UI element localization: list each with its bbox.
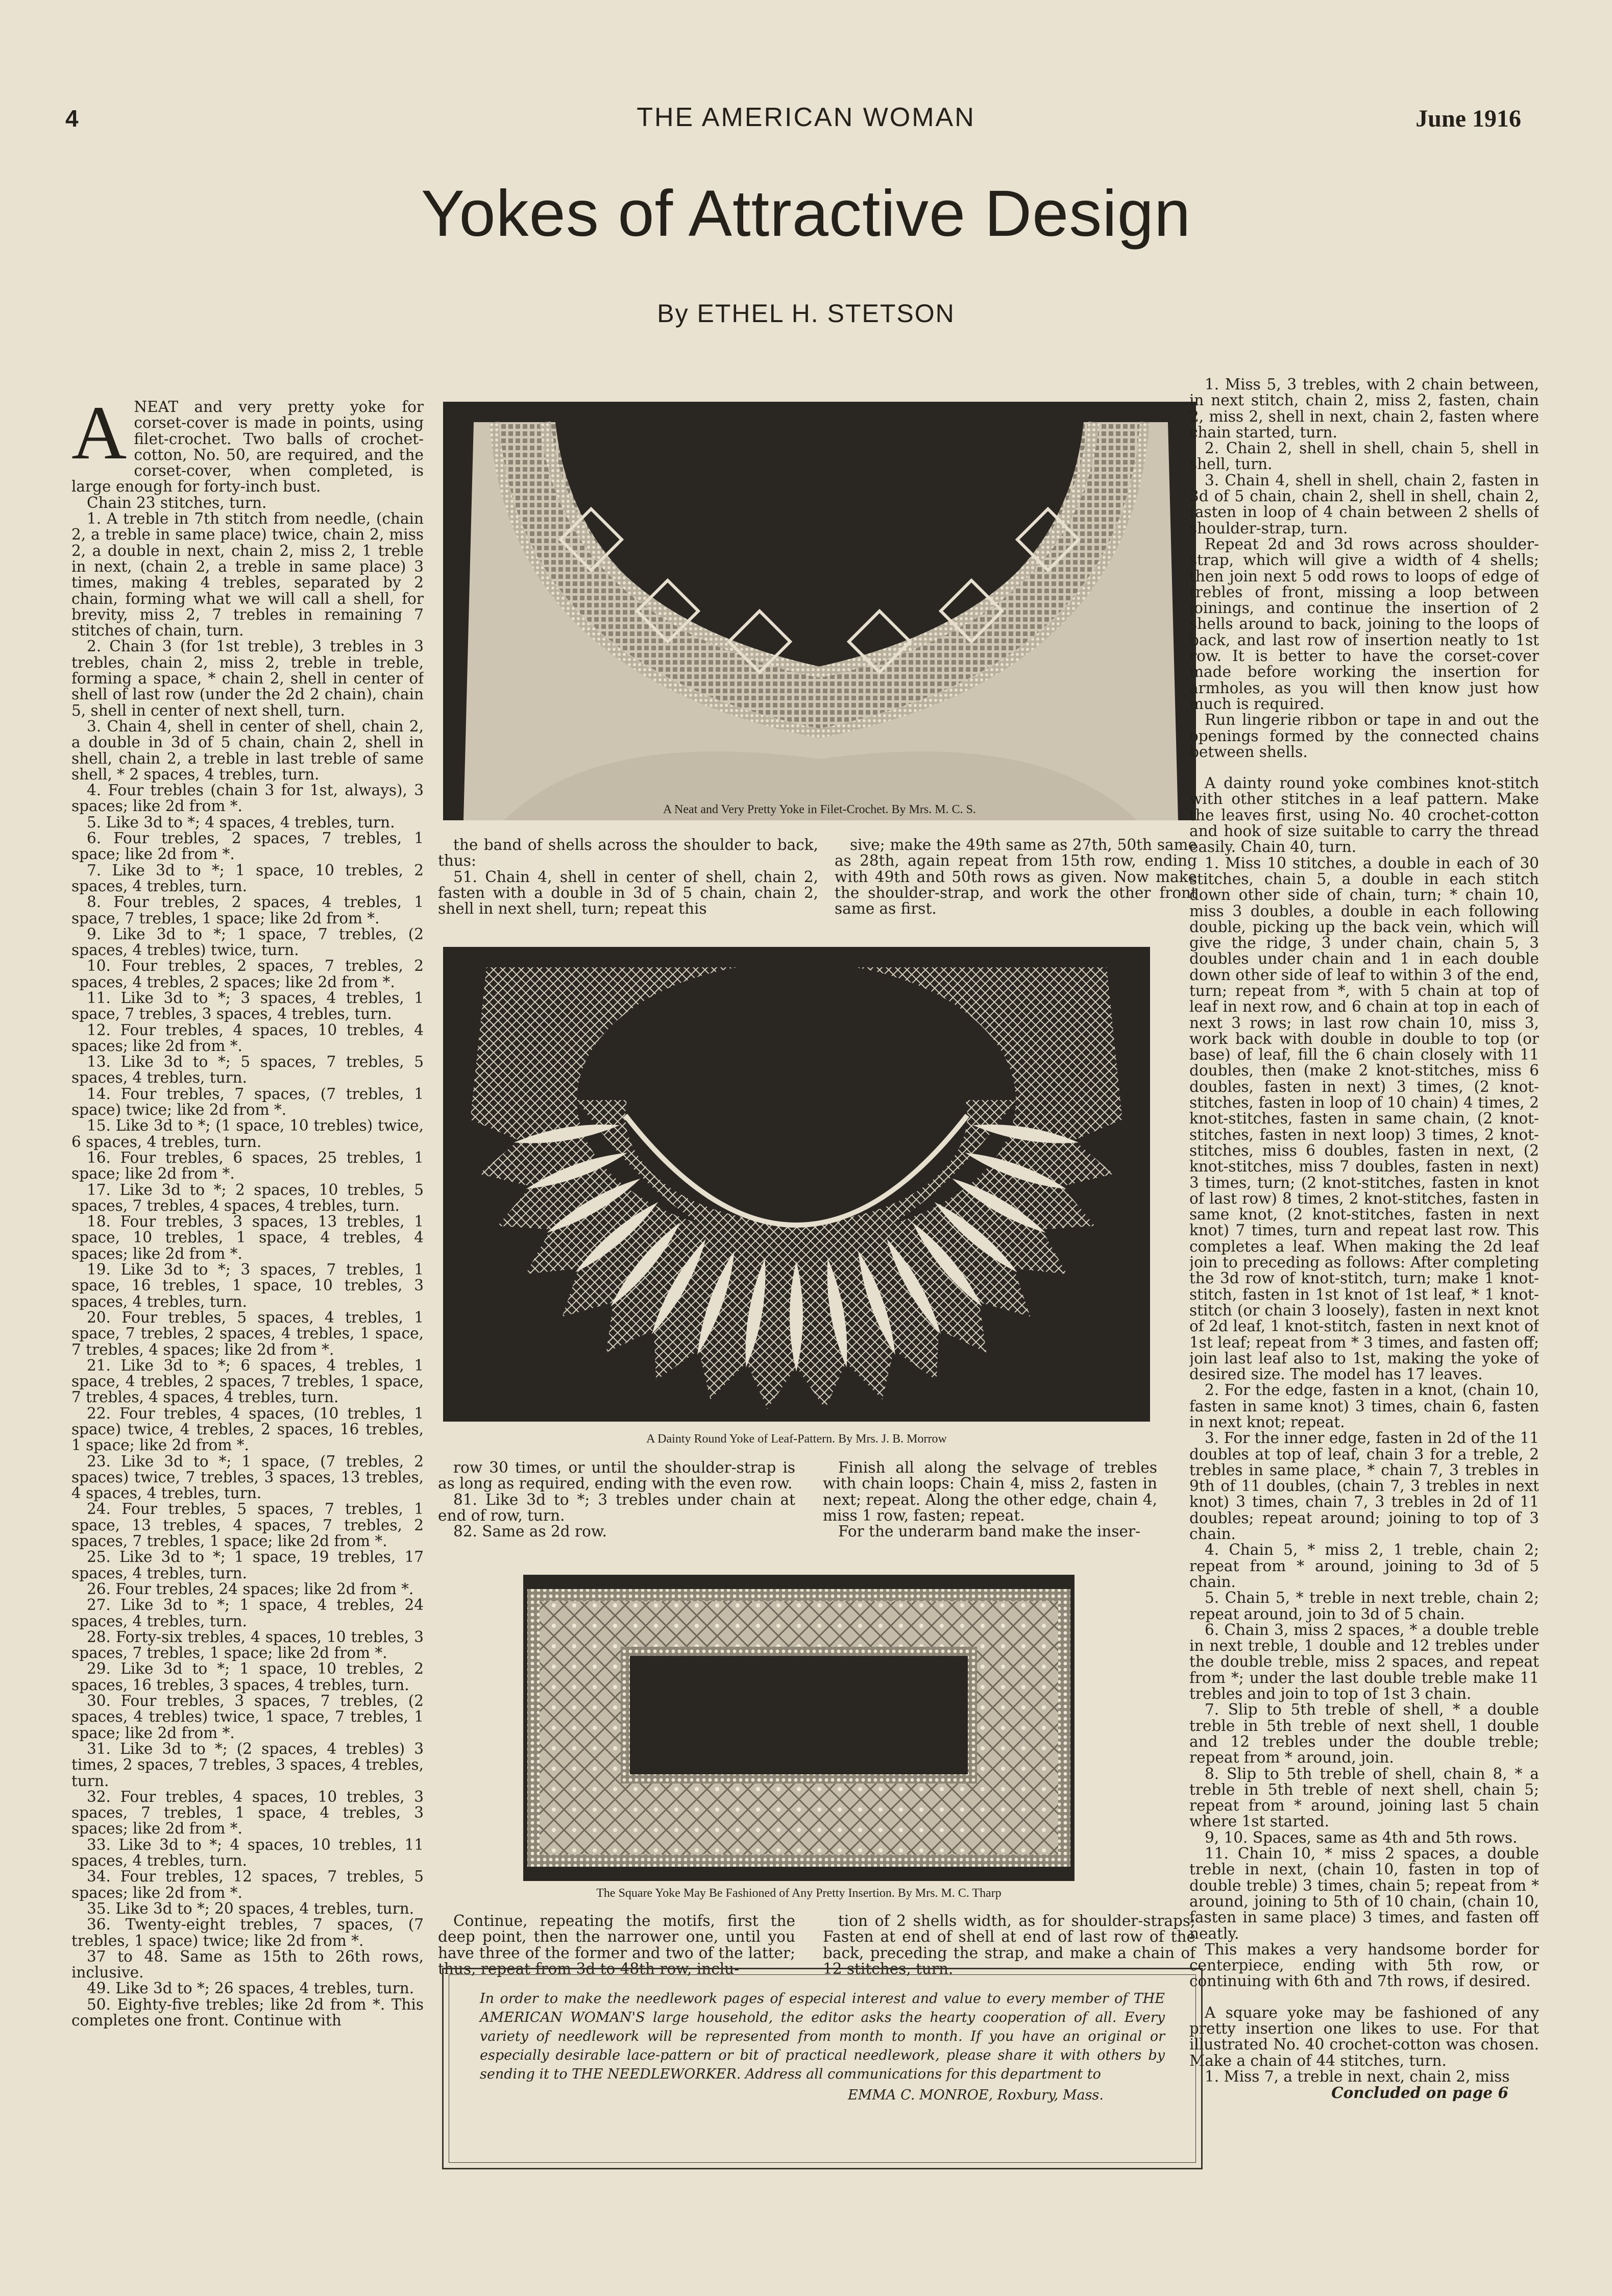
column-1-paragraph: 15. Like 3d to *; (1 space, 10 trebles) twice, 6 spaces, 4 trebles, turn. — [71, 1117, 424, 1151]
column-1-paragraph: 24. Four trebles, 5 spaces, 7 trebles, 1 space, 13 trebles, 4 spaces, 7 trebles, 2 spaces, 7 trebles, 1 space; like 2d from *. — [71, 1500, 424, 1550]
column-1-paragraph: 32. Four trebles, 4 spaces, 10 trebles, 3 spaces, 7 trebles, 1 space, 4 trebles, 3 spaces; like 2d from *. — [71, 1788, 424, 1838]
column-1-paragraph: 11. Like 3d to *; 3 spaces, 4 trebles, 1 space, 7 trebles, 3 spaces, 4 trebles, turn. — [71, 989, 424, 1023]
column-1-paragraph: 27. Like 3d to *; 1 space, 4 trebles, 24 spaces, 4 trebles, turn. — [71, 1596, 424, 1630]
continued-note: Concluded on page 6 — [1331, 2084, 1508, 2102]
mid-text-2-left — [438, 1460, 795, 1540]
filet-yoke-illustration — [443, 402, 1196, 820]
mid-text-1-right — [835, 837, 1197, 917]
column-4-paragraph: 1. Miss 7, a treble in next, chain 2, miss — [1205, 2067, 1510, 2085]
mid-1-left-paragraph: 51. Chain 4, shell in center of shell, chain 2, fasten with a double in 3d of 5 chain, chain 2, shell in next shell, turn; repeat this — [438, 868, 818, 918]
column-4-paragraph: Run lingerie ribbon or tape in and out the openings formed by the connected chains between shells. — [1189, 711, 1539, 761]
column-1-paragraph: 50. Eighty-five trebles; like 2d from *. This completes one front. Continue with — [71, 1995, 424, 2029]
column-1-paragraph: 17. Like 3d to *; 2 spaces, 10 trebles, 5 spaces, 7 trebles, 4 spaces, 4 trebles, turn. — [71, 1181, 424, 1214]
mid-2-left-paragraph: 81. Like 3d to *; 3 trebles under chain at end of row, turn. — [438, 1491, 795, 1524]
mid-text-2-right — [823, 1460, 1157, 1540]
photo-2-caption: A Dainty Round Yoke of Leaf-Pattern. By Mrs. J. B. Morrow — [646, 1432, 947, 1446]
column-4-paragraph: 2. For the edge, fasten in a knot, (chain 10, fasten in same knot) 3 times, chain 6, fasten in next knot; repeat. — [1189, 1381, 1539, 1431]
intro-paragraph: ANEAT and very pretty yoke for corset-cover is made in points, using filet-crochet. Two balls of crochet-cotton, No. 50, are required, and the corset-cover, when completed, is large enough for forty-inch bust. — [71, 399, 424, 496]
editor-notice — [449, 1974, 1196, 2163]
column-1-paragraphs — [71, 495, 424, 2029]
column-1-paragraph: Chain 23 stitches, turn. — [87, 494, 267, 511]
column-1-paragraph: 6. Four trebles, 2 spaces, 7 trebles, 1 space; like 2d from *. — [71, 829, 424, 863]
photo-3-caption: The Square Yoke May Be Fashioned of Any Pretty Insertion. By Mrs. M. C. Tharp — [596, 1887, 1002, 1900]
column-4-paragraph: 4. Chain 5, * miss 2, 1 treble, chain 2; repeat from * around, joining to 3d of 5 chain. — [1189, 1541, 1539, 1591]
magazine-name: THE AMERICAN WOMAN — [637, 103, 975, 132]
column-1-paragraph: 4. Four trebles (chain 3 for 1st, always), 3 spaces; like 2d from *. — [71, 781, 424, 815]
column-1-paragraph: 37 to 48. Same as 15th to 26th rows, inclusive. — [71, 1947, 424, 1982]
column-4-paragraph: 5. Chain 5, * treble in next treble, chain 2; repeat around, join to 3d of 5 chain. — [1189, 1589, 1539, 1623]
column-4-paragraph: 2. Chain 2, shell in shell, chain 5, shell in shell, turn. — [1189, 439, 1539, 473]
column-1-paragraph: 10. Four trebles, 2 spaces, 7 trebles, 2 spaces, 4 trebles, 2 spaces; like 2d from *. — [71, 957, 424, 991]
column-4-paragraph: 8. Slip to 5th treble of shell, chain 8, * a treble in 5th treble of next shell, chain 5; repeat from * around, joining last 5 chain where 1st started. — [1189, 1765, 1539, 1830]
column-4-paragraph: 9, 10. Spaces, same as 4th and 5th rows. — [1205, 1828, 1518, 1846]
column-1-paragraph: 16. Four trebles, 6 spaces, 25 trebles, 1 space; like 2d from *. — [71, 1149, 424, 1183]
column-1-paragraph: 7. Like 3d to *; 1 space, 10 trebles, 2 spaces, 4 trebles, turn. — [71, 861, 424, 895]
mid-1-right-paragraph: sive; make the 49th same as 27th, 50th same as 28th, again repeat from 15th row, ending with 49th and 50th rows as given. Now make the shoulder-strap, and work the other front same as first. — [835, 836, 1197, 918]
round-yoke-illustration — [443, 947, 1150, 1422]
column-1-paragraph: 19. Like 3d to *; 3 spaces, 7 trebles, 1 space, 16 trebles, 1 space, 10 trebles, 3 spaces, 4 trebles, turn. — [71, 1261, 424, 1310]
issue-date: June 1916 — [1415, 105, 1521, 132]
column-1-paragraph: 29. Like 3d to *; 1 space, 10 trebles, 2 spaces, 16 trebles, 3 spaces, 4 trebles, turn. — [71, 1660, 424, 1694]
editor-notice-box — [442, 1968, 1203, 2169]
mid-3-right-paragraph: tion of 2 shells width, as for shoulder-straps; Fasten at end of shell at end of last row of the back, preceding the strap, and make a chain of 12 stitches, turn. — [823, 1912, 1195, 1977]
editor-signature: EMMA C. MONROE, Roxbury, Mass. — [848, 2087, 1104, 2103]
column-4-paragraph — [1189, 1990, 1539, 2005]
column-4-paragraph: A dainty round yoke combines knot-stitch with other stitches in a leaf pattern. Make the leaves first, using No. 40 crochet-cotton and hook of size suitable to carry the thread easily. Chain 40, turn. — [1189, 774, 1539, 856]
column-4-paragraph: A square yoke may be fashioned of any pretty insertion one likes to use. For that illustrated No. 40 crochet-cotton was chosen. Make a chain of 44 stitches, turn. — [1189, 2004, 1539, 2069]
column-4-paragraph — [1189, 760, 1539, 775]
column-4-paragraph: Repeat 2d and 3d rows across shoulder-strap, which will give a width of 4 shells; then join next 5 odd rows to loops of edge of trebles of front, missing a loop between joinings, and continue the insertion of 2 shells around to back, joining to the loops of back, and last row of insertion neatly to 1st row. It is better to have the corset-cover made before working the insertion for armholes, as you will then know just how much is required. — [1189, 535, 1539, 713]
photo-1-caption: A Neat and Very Pretty Yoke in Filet-Crochet. By Mrs. M. C. S. — [663, 803, 976, 816]
column-1-paragraph: 3. Chain 4, shell in center of shell, chain 2, a double in 3d of 5 chain, chain 2, shell in shell, chain 2, a treble in last treble of same shell, * 2 spaces, 4 trebles, turn. — [71, 717, 424, 783]
column-1-paragraph: 34. Four trebles, 12 spaces, 7 trebles, 5 spaces; like 2d from *. — [71, 1868, 424, 1901]
column-1-paragraph: 13. Like 3d to *; 5 spaces, 7 trebles, 5 spaces, 4 trebles, turn. — [71, 1053, 424, 1087]
mid-3-left-paragraph: Continue, repeating the motifs, first the deep point, then the narrower one, until you have three of the former and two of the latter; thus, repeat from 3d to 48th row, inclu- — [438, 1912, 795, 1977]
mid-2-left-paragraph: row 30 times, or until the shoulder-strap is as long as required, ending with the even row. — [438, 1459, 795, 1493]
column-1-paragraph: 22. Four trebles, 4 spaces, (10 trebles, 1 space) twice, 4 trebles, 2 spaces, 16 trebles, 1 space; like 2d from *. — [71, 1404, 424, 1454]
column-4-paragraph: This makes a very handsome border for centerpiece, ending with 5th row, or continuing with 6th and 7th rows, if desired. — [1189, 1940, 1539, 1990]
column-1 — [71, 399, 424, 2165]
column-1-paragraph: 5. Like 3d to *; 4 spaces, 4 trebles, turn. — [87, 813, 395, 831]
column-1-paragraph: 30. Four trebles, 3 spaces, 7 trebles, (2 spaces, 4 trebles) twice, 1 space, 7 trebles, 1 space; like 2d from *. — [71, 1692, 424, 1742]
page-number: 4 — [65, 105, 79, 132]
column-1-paragraph: 49. Like 3d to *; 26 spaces, 4 trebles, turn. — [87, 1980, 414, 1997]
column-1-paragraph: 2. Chain 3 (for 1st treble), 3 trebles in 3 trebles, chain 2, miss 2, treble in treble, forming a space, * chain 2, shell in center of shell of last row (under the 2d 2 chain), chain 5, shell in center of next shell, turn. — [71, 638, 424, 719]
mid-2-right-paragraph: Finish all along the selvage of trebles with chain loops: Chain 4, miss 2, fasten in next; repeat. Along the other edge, chain 4, miss 1 row, fasten; repeat. — [823, 1459, 1157, 1524]
drop-cap: A — [71, 399, 127, 475]
column-1-paragraph: 28. Forty-six trebles, 4 spaces, 10 trebles, 3 spaces, 7 trebles, 1 space; like 2d from *. — [71, 1628, 424, 1662]
column-4-paragraph: 3. Chain 4, shell in shell, chain 2, fasten in 3d of 5 chain, chain 2, shell in shell, chain 2, fasten in loop of 4 chain between 2 shells of shoulder-strap, turn. — [1189, 471, 1539, 537]
editor-notice-text: In order to make the needlework pages of especial interest and value to every member of THE AMERICAN WOMAN'S large household, the editor asks the hearty cooperation of all. Every variety of needlework will be represented from month to month. If you have an original or especially desirable lace-pattern or bit of practical needlework, please share it with others by sending it to THE NEEDLEWORKER. Address all communications for this department to — [480, 1991, 1165, 2082]
column-1-paragraph: 14. Four trebles, 7 spaces, (7 trebles, 1 space) twice; like 2d from *. — [71, 1085, 424, 1119]
mid-2-left-paragraph: 82. Same as 2d row. — [453, 1523, 607, 1541]
photo-filet-yoke — [443, 402, 1196, 820]
mid-text-1-left — [438, 837, 818, 917]
column-1-paragraph: 1. A treble in 7th stitch from needle, (chain 2, a treble in same place) twice, chain 2, miss 2, a double in next, chain 2, miss 2, 1 treble in next, (chain 2, a treble in same place) 3 times, making 4 trebles, separated by 2 chain, forming what we will call a shell, for brevity, miss 2, 7 trebles in remaining 7 stitches of chain, turn. — [71, 510, 424, 640]
column-1-paragraph: 31. Like 3d to *; (2 spaces, 4 trebles) 3 times, 2 spaces, 7 trebles, 3 spaces, 4 trebles, turn. — [71, 1740, 424, 1790]
photo-round-leaf-yoke — [443, 947, 1150, 1422]
column-4-paragraph: 1. Miss 10 stitches, a double in each of 30 stitches, chain 5, a double in each stitch down other side of chain, turn; * chain 10, miss 3 doubles, a double in each following double, picking up the back vein, which will give the ridge, 3 under chain, chain 5, 3 doubles under chain and 1 in each double down other side of leaf to within 3 of the end, turn; repeat from *, with 5 chain at top of leaf in next row, and 6 chain at top in each of next 3 rows; in last row chain 10, miss 3, work back with double in double to top (or base) of leaf, fill the 6 chain closely with 11 doubles, then (make 2 knot-stitches, miss 6 doubles, fasten in next) 3 times, (2 knot-stitches, fasten in loop of 10 chain) 4 times, 2 knot-stitches, fasten in same chain, (2 knot-stitches, fasten in next loop) 3 times, 2 knot-stitches, miss 6 doubles, fasten in next, (2 knot-stitches, miss 7 doubles, fasten in next) 3 times, turn; (2 knot-stitches, fasten in knot of last row) 8 times, 2 knot-stitches, fasten in same knot, (2 knot-stitches, fasten in next knot) 7 times, turn and repeat last row. This completes a leaf. When making the 2d leaf join to preceding as follows: After completing the 3d row of knot-stitch, turn; make 1 knot-stitch, fasten in 1st knot of 1st leaf, * 1 knot-stitch (or chain 3 loosely), fasten in next knot of 2d leaf, 1 knot-stitch, fasten in next knot of 1st leaf; repeat from * 3 times, and fasten off; join last leaf also to 1st, making the yoke of desired size. The model has 17 leaves. — [1189, 854, 1539, 1383]
mid-2-right-paragraph: For the underarm band make the inser- — [838, 1523, 1141, 1541]
column-1-paragraph: 21. Like 3d to *; 6 spaces, 4 trebles, 1 space, 4 trebles, 2 spaces, 7 trebles, 1 space, 7 trebles, 4 spaces, 4 trebles, turn. — [71, 1356, 424, 1406]
column-4-paragraph: 3. For the inner edge, fasten in 2d of the 11 doubles at top of leaf, chain 3 for a treble, 2 trebles in same place, * chain 7, 3 trebles in 9th of 11 doubles, (chain 7, 3 trebles in next knot) 3 times, chain 7, 3 trebles in 2d of 11 doubles; repeat around; joining to top of 3 chain. — [1189, 1429, 1539, 1543]
column-4-paragraph: 6. Chain 3, miss 2 spaces, * a double treble in next treble, 1 double and 12 trebles under the double treble, miss 2 spaces, and repeat from *; under the last double treble make 11 trebles and join to top of 1st 3 chain. — [1189, 1621, 1539, 1703]
column-1-paragraph: 25. Like 3d to *; 1 space, 19 trebles, 17 spaces, 4 trebles, turn. — [71, 1548, 424, 1582]
mid-1-left-paragraph: the band of shells across the shoulder to back, thus: — [438, 836, 818, 870]
column-1-paragraph: 36. Twenty-eight trebles, 7 spaces, (7 trebles, 1 space) twice; like 2d from *. — [71, 1916, 424, 1949]
column-4 — [1189, 377, 1539, 2184]
column-1-paragraph: 12. Four trebles, 4 spaces, 10 trebles, 4 spaces; like 2d from *. — [71, 1021, 424, 1055]
column-1-paragraph: 35. Like 3d to *; 20 spaces, 4 trebles, turn. — [87, 1899, 414, 1917]
column-1-paragraph: 9. Like 3d to *; 1 space, 7 trebles, (2 spaces, 4 trebles) twice, turn. — [71, 925, 424, 959]
column-4-paragraph: 11. Chain 10, * miss 2 spaces, a double treble in next, (chain 10, fasten in top of double treble) 3 times, chain 5; repeat from * around, joining to 5th of 10 chain, (chain 10, fasten in same place) 3 times, and fasten off neatly. — [1189, 1845, 1539, 1942]
column-1-paragraph: 8. Four trebles, 2 spaces, 4 trebles, 1 space, 7 trebles, 1 space; like 2d from *. — [71, 893, 424, 927]
column-1-paragraph: 23. Like 3d to *; 1 space, (7 trebles, 2 spaces) twice, 7 trebles, 3 spaces, 13 trebles, 4 spaces, 4 trebles, turn. — [71, 1452, 424, 1502]
column-1-paragraph: 20. Four trebles, 5 spaces, 4 trebles, 1 space, 7 trebles, 2 spaces, 4 trebles, 1 space, 7 trebles, 4 spaces; like 2d from *. — [71, 1308, 424, 1358]
square-yoke-illustration — [523, 1575, 1074, 1881]
column-4-paragraph: 1. Miss 5, 3 trebles, with 2 chain between, in next stitch, chain 2, miss 2, fasten, chain 2, miss 2, shell in next, chain 2, fasten where chain started, turn. — [1189, 377, 1539, 441]
photo-square-yoke — [523, 1575, 1074, 1881]
column-1-paragraph: 26. Four trebles, 24 spaces; like 2d from *. — [87, 1580, 414, 1598]
article-byline: By ETHEL H. STETSON — [657, 299, 955, 328]
column-1-paragraph: 18. Four trebles, 3 spaces, 13 trebles, 1 space, 10 trebles, 1 space, 4 trebles, 4 spaces; like 2d from *. — [71, 1213, 424, 1262]
column-4-paragraph: 7. Slip to 5th treble of shell, * a double treble in 5th treble of next shell, 1 double and 12 trebles under the double treble; repeat from * around, join. — [1189, 1701, 1539, 1767]
column-1-paragraph: 33. Like 3d to *; 4 spaces, 10 trebles, 11 spaces, 4 trebles, turn. — [71, 1836, 424, 1870]
article-title: Yokes of Attractive Design — [421, 177, 1191, 250]
